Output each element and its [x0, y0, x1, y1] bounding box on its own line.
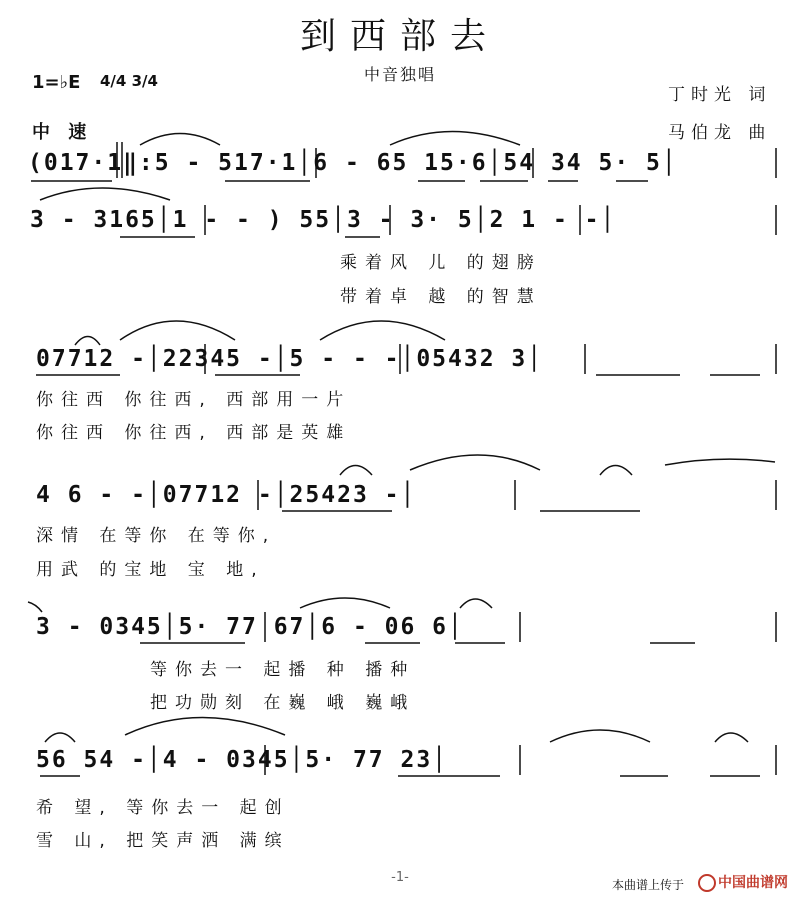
notation-line-3: 07712 -│22345 -│5 - - -│05432 3│ — [36, 346, 544, 372]
slur — [40, 188, 170, 200]
notation-line-4: 4 6 - -│07712 -│25423 -│ — [36, 482, 417, 508]
site-name: 中国曲谱网 — [718, 875, 788, 891]
slur — [340, 466, 372, 476]
lyric-line-6a: 希 望, 等你去一 起创 — [36, 798, 290, 818]
slur — [390, 132, 520, 146]
slur — [125, 718, 285, 736]
lyric-line-2a: 乘着风 儿 的翅膀 — [340, 253, 542, 273]
notation-line-5: 3 - 0345│5· 77 67│6 - 06 6│ — [36, 614, 464, 640]
page-number: -1- — [391, 870, 409, 885]
slur — [410, 455, 540, 470]
lyric-line-3b: 你往西 你往西, 西部是英雄 — [36, 423, 352, 443]
key-signature: 1=♭E — [32, 72, 81, 93]
notation-line-6: 56 54 -│4 - 0345│5· 77 23│ — [36, 747, 449, 773]
slur — [550, 730, 650, 742]
page-title: 到西部去 — [299, 16, 500, 57]
slur — [665, 459, 775, 465]
slur — [120, 321, 235, 340]
lyric-line-2b: 带着卓 越 的智慧 — [340, 287, 542, 307]
slur — [300, 598, 390, 608]
upload-note: 本曲谱上传于 — [612, 878, 685, 892]
lyric-line-6b: 雪 山, 把笑声洒 满缤 — [36, 831, 290, 851]
lyric-line-3a: 你往西 你往西, 西部用一片 — [36, 390, 352, 410]
notation-line-1: (017·1‖:5 - 517·1│6 - 65 15·6│54 34 5· 5│ — [28, 150, 678, 176]
slur — [715, 733, 748, 742]
composer: 马伯龙 曲 — [668, 123, 772, 143]
slur — [460, 599, 492, 608]
slur — [45, 733, 75, 742]
logo-icon — [698, 874, 716, 892]
tempo: 中 速 — [32, 122, 93, 143]
slur — [28, 602, 42, 612]
site-logo[interactable] — [698, 872, 788, 892]
lyricist: 丁时光 词 — [668, 85, 772, 105]
lyric-line-4a: 深情 在等你 在等你, — [36, 526, 277, 546]
lyric-line-5b: 把功勋刻 在巍 峨 巍峨 — [150, 693, 416, 713]
slur — [75, 337, 100, 346]
time-signature: 4/4 3/4 — [100, 72, 158, 90]
lyric-line-5a: 等你去一 起播 种 播种 — [150, 660, 416, 680]
slur — [320, 321, 445, 340]
lyric-line-4b: 用武 的宝地 宝 地, — [36, 560, 265, 580]
slur — [600, 466, 632, 476]
subtitle: 中音独唱 — [363, 65, 436, 84]
slur — [140, 134, 220, 146]
notation-line-2: 3 - 3165│1 - - ) 55│3 - 3· 5│2 1 - -│ — [30, 207, 617, 233]
